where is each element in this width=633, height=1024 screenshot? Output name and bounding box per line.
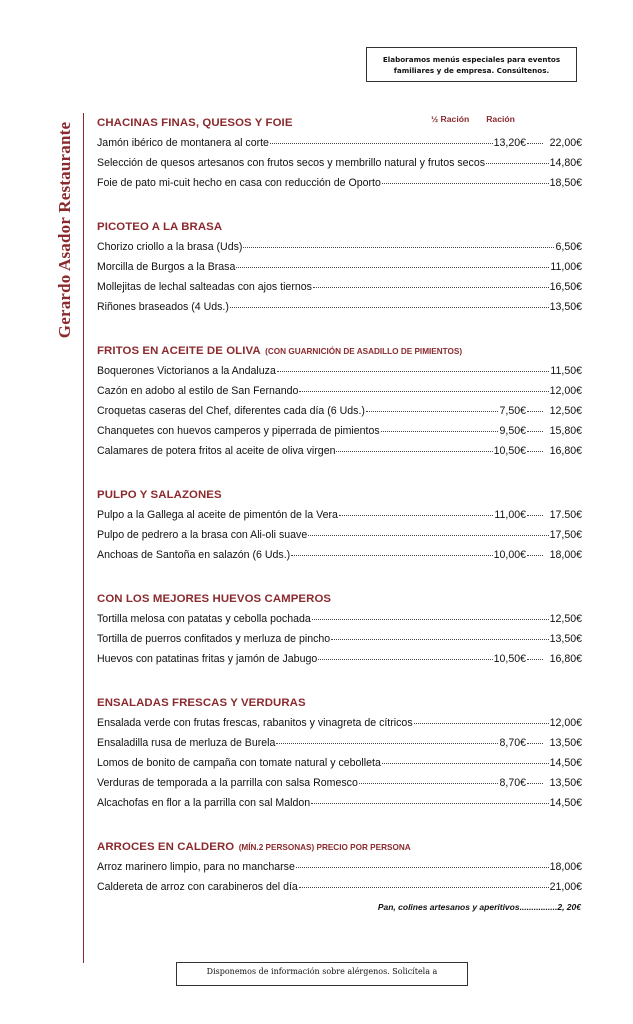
dot-leader	[339, 503, 493, 516]
menu-item-name: Pulpo a la Gallega al aceite de pimentón de la Vera	[97, 509, 338, 521]
full-portion-price: 22,00€	[549, 137, 582, 149]
dot-leader	[527, 419, 543, 432]
dot-leader	[527, 543, 543, 556]
dot-leader	[527, 771, 543, 784]
events-notice-line1: Elaboramos menús especiales para eventos	[382, 55, 561, 64]
section-header	[97, 485, 582, 505]
dot-leader	[299, 379, 548, 392]
menu-item-price: 21,00€	[549, 881, 582, 893]
menu-item	[97, 237, 582, 257]
menu-item-name: Ensaladilla rusa de merluza de Burela	[97, 737, 276, 749]
dot-leader	[527, 503, 543, 516]
restaurant-name-vertical	[52, 114, 78, 346]
column-headers	[431, 114, 515, 124]
dot-leader	[486, 151, 549, 164]
menu-item-price: 11,50€	[550, 365, 582, 377]
menu-item-name: Calamares de potera fritos al aceite de oliva virgen	[97, 445, 336, 457]
dot-leader	[236, 255, 549, 268]
menu-item	[97, 153, 582, 173]
half-portion-price: 10,50€	[493, 653, 526, 665]
menu-item	[97, 753, 582, 773]
dot-leader	[414, 711, 549, 724]
dot-leader	[308, 523, 548, 536]
dot-leader	[299, 875, 549, 888]
dot-leader	[359, 771, 499, 784]
half-portion-header: ½ Ración	[431, 114, 470, 124]
menu-item-price: 18,00€	[549, 861, 582, 873]
dot-leader	[527, 439, 543, 452]
dot-leader	[318, 647, 492, 660]
restaurant-name: Gerardo Asador Restaurante	[55, 121, 75, 339]
dot-leader	[527, 731, 543, 744]
section-title: ARROCES EN CALDERO	[97, 841, 235, 853]
menu-item	[97, 629, 582, 649]
menu-item-price: 13,50€	[549, 633, 582, 645]
menu-item	[97, 401, 582, 421]
half-portion-price: 13,20€	[493, 137, 526, 149]
dot-leader	[366, 399, 499, 412]
dot-leader	[527, 131, 543, 144]
menu-item	[97, 609, 582, 629]
dot-leader	[313, 275, 549, 288]
menu-item	[97, 277, 582, 297]
menu-section	[97, 217, 582, 317]
menu-item-name: Alcachofas en flor a la parrilla con sal Maldon	[97, 797, 311, 809]
menu-item-name: Jamón ibérico de montanera al corte	[97, 137, 269, 149]
menu-section	[97, 485, 582, 565]
menu-item-name: Ensalada verde con frutas frescas, rabanitos y vinagreta de cítricos	[97, 717, 413, 729]
menu-item-name: Lomos de bonito de campaña con tomate natural y cebolleta	[97, 757, 381, 769]
dot-leader	[381, 419, 499, 432]
menu-item	[97, 297, 582, 317]
menu-item	[97, 257, 582, 277]
full-portion-price: 18,00€	[549, 549, 582, 561]
menu-item	[97, 133, 582, 153]
menu-item	[97, 877, 582, 897]
menu-section	[97, 589, 582, 669]
half-portion-price: 9,50€	[499, 425, 526, 437]
menu-item	[97, 441, 582, 461]
menu-item	[97, 773, 582, 793]
dot-leader	[277, 359, 550, 372]
menu-item-name: Riñones braseados (4 Uds.)	[97, 301, 229, 313]
dot-leader	[311, 791, 548, 804]
dot-leader	[230, 295, 549, 308]
section-header	[97, 693, 582, 713]
menu-item	[97, 733, 582, 753]
dot-leader	[243, 235, 554, 248]
menu-item-name: Selección de quesos artesanos con frutos secos y membrillo natural y frutos secos	[97, 157, 486, 169]
menu-item	[97, 505, 582, 525]
menu-item-price: 12,00€	[549, 717, 582, 729]
full-portion-price: 13,50€	[549, 777, 582, 789]
section-title: CON LOS MEJORES HUEVOS CAMPEROS	[97, 593, 332, 605]
menu-item	[97, 649, 582, 669]
section-title: ENSALADAS FRESCAS Y VERDURAS	[97, 697, 306, 709]
half-portion-price: 10,50€	[493, 445, 526, 457]
allergen-notice-text: Disponemos de información sobre alérgenos. Solicítela a	[206, 967, 438, 976]
menu-item-name: Cazón en adobo al estilo de San Fernando	[97, 385, 299, 397]
menu-item-price: 16,50€	[549, 281, 582, 293]
dot-leader	[527, 399, 543, 412]
menu-item-name: Foie de pato mi-cuit hecho en casa con reducción de Oporto	[97, 177, 381, 189]
section-note: (MÍN.2 PERSONAS) PRECIO POR PERSONA	[238, 843, 411, 852]
section-title: PICOTEO A LA BRASA	[97, 221, 223, 233]
menu-item-price: 12,00€	[549, 385, 582, 397]
dot-leader	[527, 647, 543, 660]
menu-item	[97, 421, 582, 441]
full-portion-price: 12,50€	[549, 405, 582, 417]
section-title: FRITOS EN ACEITE DE OLIVA	[97, 345, 261, 357]
full-portion-price: 15,80€	[549, 425, 582, 437]
half-portion-price: 8,70€	[499, 777, 526, 789]
menu-item-price: 13,50€	[549, 301, 582, 313]
menu-item-name: Anchoas de Santoña en salazón (6 Uds.)	[97, 549, 291, 561]
section-title: CHACINAS FINAS, QUESOS Y FOIE	[97, 117, 293, 129]
menu-item-price: 6,50€	[555, 241, 582, 253]
menu-item	[97, 545, 582, 565]
menu-item-name: Arroz marinero limpio, para no mancharse	[97, 861, 295, 873]
menu-item-name: Morcilla de Burgos a la Brasa	[97, 261, 236, 273]
menu-item-name: Tortilla melosa con patatas y cebolla pochada	[97, 613, 311, 625]
menu-item-name: Huevos con patatinas fritas y jamón de Jabugo	[97, 653, 318, 665]
vertical-divider	[83, 113, 84, 963]
half-portion-price: 7,50€	[499, 405, 526, 417]
menu-item-name: Chanquetes con huevos camperos y piperrada de pimientos	[97, 425, 380, 437]
menu-item	[97, 361, 582, 381]
section-title: PULPO Y SALAZONES	[97, 489, 222, 501]
menu-item	[97, 857, 582, 877]
dot-leader	[382, 171, 549, 184]
section-header	[97, 341, 582, 361]
menu-item-name: Pulpo de pedrero a la brasa con Ali-oli suave	[97, 529, 308, 541]
menu-section	[97, 341, 582, 461]
section-header	[97, 113, 582, 133]
menu-item-price: 11,00€	[550, 261, 582, 273]
dot-leader	[336, 439, 492, 452]
menu-item	[97, 793, 582, 813]
menu-item-price: 17,50€	[549, 529, 582, 541]
half-portion-price: 10,00€	[493, 549, 526, 561]
half-portion-price: 8,70€	[499, 737, 526, 749]
menu-section	[97, 693, 582, 813]
menu-item-name: Caldereta de arroz con carabineros del día	[97, 881, 298, 893]
half-portion-price: 11,00€	[494, 509, 526, 521]
dot-leader	[331, 627, 548, 640]
menu-item-price: 14,80€	[549, 157, 582, 169]
menu-item-name: Verduras de temporada a la parrilla con salsa Romesco	[97, 777, 358, 789]
menu-list	[97, 113, 582, 921]
section-header	[97, 589, 582, 609]
menu-item-price: 14,50€	[549, 757, 582, 769]
menu-item	[97, 713, 582, 733]
menu-item-name: Chorizo criollo a la brasa (Uds)	[97, 241, 243, 253]
events-notice-box	[366, 47, 577, 82]
menu-item-name: Mollejitas de lechal salteadas con ajos tiernos	[97, 281, 312, 293]
menu-item-price: 18,50€	[549, 177, 582, 189]
menu-item	[97, 381, 582, 401]
section-header	[97, 217, 582, 237]
full-portion-price: 17.50€	[549, 509, 582, 521]
dot-leader	[382, 751, 549, 764]
full-portion-header: Ración	[486, 114, 515, 124]
menu-section	[97, 113, 582, 193]
full-portion-price: 16,80€	[549, 445, 582, 457]
menu-item-name: Tortilla de puerros confitados y merluza de pincho	[97, 633, 331, 645]
menu-item	[97, 525, 582, 545]
allergen-notice-box	[176, 962, 468, 986]
menu-item	[97, 173, 582, 193]
full-portion-price: 16,80€	[549, 653, 582, 665]
dot-leader	[276, 731, 498, 744]
bread-note: Pan, colines artesanos y aperitivos................2, 20€	[377, 902, 581, 912]
dot-leader	[291, 543, 492, 556]
menu-item-price: 12,50€	[549, 613, 582, 625]
menu-item-name: Boquerones Victorianos a la Andaluza	[97, 365, 276, 377]
dot-leader	[270, 131, 493, 144]
menu-item-price: 14,50€	[549, 797, 582, 809]
section-header	[97, 837, 582, 857]
dot-leader	[296, 855, 549, 868]
dot-leader	[312, 607, 549, 620]
events-notice-line2: familiares y de empresa. Consúltenos.	[393, 66, 550, 75]
menu-item-name: Croquetas caseras del Chef, diferentes cada día (6 Uds.)	[97, 405, 365, 417]
section-note: (CON GUARNICIÓN DE ASADILLO DE PIMIENTOS)	[265, 347, 463, 356]
menu-section	[97, 837, 582, 897]
full-portion-price: 13,50€	[549, 737, 582, 749]
